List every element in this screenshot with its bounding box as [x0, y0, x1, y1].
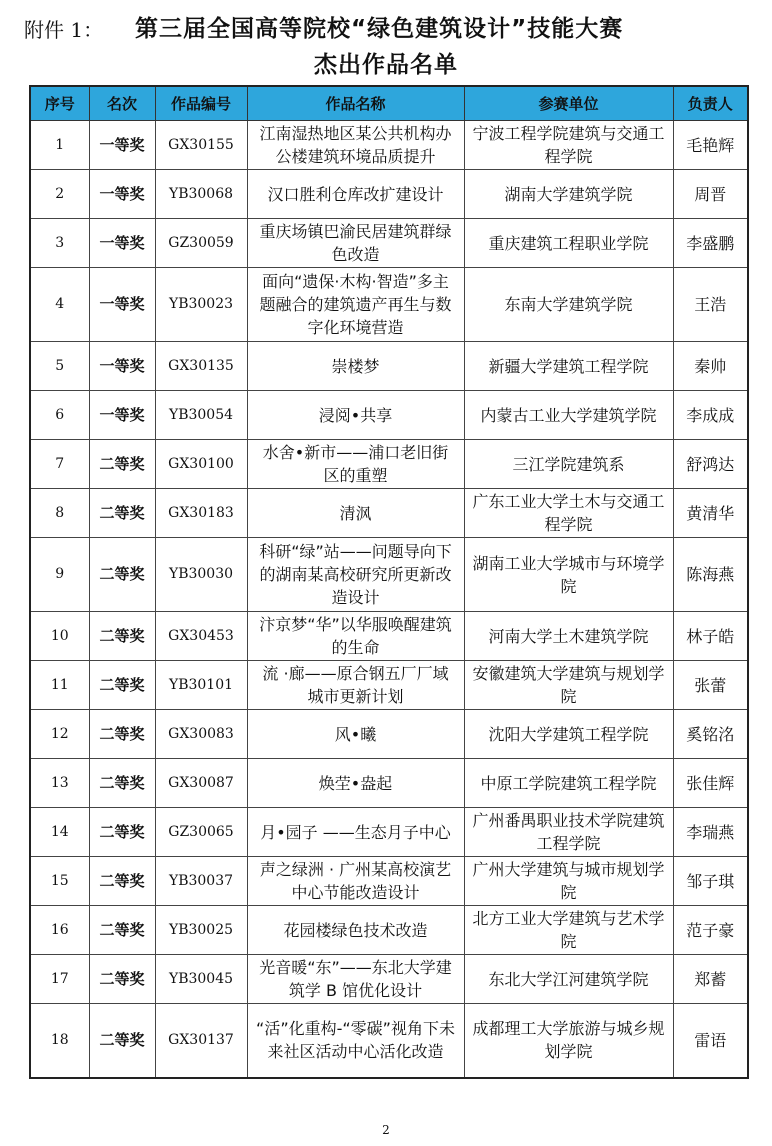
column-header-work: 作品名称 [247, 86, 464, 121]
award-cell: 一等奖 [89, 268, 155, 342]
table-row [30, 759, 748, 808]
column-header-unit: 参赛单位 [464, 86, 673, 121]
award-cell: 二等奖 [89, 759, 155, 808]
leader-cell: 毛艳辉 [673, 121, 748, 170]
unit-cell: 北方工业大学建筑与艺术学院 [464, 906, 673, 955]
column-header-seq: 序号 [30, 86, 89, 121]
work-name-cell: “活”化重构-“零碳”视角下未来社区活动中心活化改造 [247, 1004, 464, 1078]
code-cell: YB30030 [155, 538, 247, 612]
work-name-cell: 声之绿洲 · 广州某高校演艺中心节能改造设计 [247, 857, 464, 906]
work-name-cell: 浸阅•共享 [247, 391, 464, 440]
seq-cell: 6 [30, 391, 89, 440]
work-name-cell: 焕茔•盎起 [247, 759, 464, 808]
award-cell: 二等奖 [89, 710, 155, 759]
seq-cell: 2 [30, 170, 89, 219]
work-name-cell: 汉口胜利仓库改扩建设计 [247, 170, 464, 219]
work-name-cell: 面向“遗保·木构·智造”多主题融合的建筑遗产再生与数字化环境营造 [247, 268, 464, 342]
unit-cell: 安徽建筑大学建筑与规划学院 [464, 661, 673, 710]
code-cell: YB30023 [155, 268, 247, 342]
seq-cell: 5 [30, 342, 89, 391]
column-header-award: 名次 [89, 86, 155, 121]
leader-cell: 张佳辉 [673, 759, 748, 808]
leader-cell: 郑蓄 [673, 955, 748, 1004]
award-cell: 二等奖 [89, 857, 155, 906]
award-cell: 二等奖 [89, 906, 155, 955]
code-cell: YB30054 [155, 391, 247, 440]
work-name-cell: 汴京梦“华”以华服唤醒建筑的生命 [247, 612, 464, 661]
unit-cell: 广州番禺职业技术学院建筑工程学院 [464, 808, 673, 857]
leader-cell: 林子皓 [673, 612, 748, 661]
leader-cell: 舒鸿达 [673, 440, 748, 489]
award-cell: 二等奖 [89, 1004, 155, 1078]
award-cell: 二等奖 [89, 612, 155, 661]
code-cell: YB30101 [155, 661, 247, 710]
code-cell: GX30135 [155, 342, 247, 391]
work-name-cell: 江南湿热地区某公共机构办公楼建筑环境品质提升 [247, 121, 464, 170]
leader-cell: 黄清华 [673, 489, 748, 538]
code-cell: GZ30059 [155, 219, 247, 268]
award-cell: 一等奖 [89, 391, 155, 440]
work-name-cell: 科研“绿”站——问题导向下的湖南某高校研究所更新改造设计 [247, 538, 464, 612]
code-cell: GX30083 [155, 710, 247, 759]
work-name-cell: 光音暖“东”——东北大学建筑学 B 馆优化设计 [247, 955, 464, 1004]
table-row [30, 710, 748, 759]
table-row [30, 219, 748, 268]
unit-cell: 新疆大学建筑工程学院 [464, 342, 673, 391]
award-cell: 一等奖 [89, 121, 155, 170]
leader-cell: 邹子琪 [673, 857, 748, 906]
work-name-cell: 流 ·廊——原合钢五厂厂域城市更新计划 [247, 661, 464, 710]
leader-cell: 张蕾 [673, 661, 748, 710]
unit-cell: 湖南工业大学城市与环境学院 [464, 538, 673, 612]
table-row [30, 489, 748, 538]
table-row [30, 170, 748, 219]
table-row [30, 661, 748, 710]
unit-cell: 广东工业大学土木与交通工程学院 [464, 489, 673, 538]
leader-cell: 周晋 [673, 170, 748, 219]
unit-cell: 湖南大学建筑学院 [464, 170, 673, 219]
page-title: 第三届全国高等院校“绿色建筑设计”技能大赛 [135, 16, 624, 42]
unit-cell: 河南大学土木建筑学院 [464, 612, 673, 661]
table-row [30, 538, 748, 612]
unit-cell: 内蒙古工业大学建筑学院 [464, 391, 673, 440]
unit-cell: 中原工学院建筑工程学院 [464, 759, 673, 808]
award-cell: 二等奖 [89, 808, 155, 857]
code-cell: GX30155 [155, 121, 247, 170]
work-name-cell: 崇楼梦 [247, 342, 464, 391]
seq-cell: 12 [30, 710, 89, 759]
table-row [30, 955, 748, 1004]
leader-cell: 李盛鹏 [673, 219, 748, 268]
seq-cell: 8 [30, 489, 89, 538]
work-name-cell: 月•园子 ——生态月子中心 [247, 808, 464, 857]
table-header-row [30, 86, 748, 121]
table-row [30, 342, 748, 391]
code-cell: GX30137 [155, 1004, 247, 1078]
attachment-label: 附件 1： [24, 18, 104, 42]
page-subtitle: 杰出作品名单 [314, 52, 458, 78]
column-header-code: 作品编号 [155, 86, 247, 121]
table-row [30, 612, 748, 661]
work-name-cell: 重庆场镇巴渝民居建筑群绿色改造 [247, 219, 464, 268]
code-cell: GX30183 [155, 489, 247, 538]
code-cell: YB30037 [155, 857, 247, 906]
table-row [30, 1004, 748, 1078]
leader-cell: 李瑞燕 [673, 808, 748, 857]
seq-cell: 10 [30, 612, 89, 661]
leader-cell: 奚铭洺 [673, 710, 748, 759]
award-cell: 一等奖 [89, 219, 155, 268]
leader-cell: 王浩 [673, 268, 748, 342]
unit-cell: 宁波工程学院建筑与交通工程学院 [464, 121, 673, 170]
seq-cell: 7 [30, 440, 89, 489]
code-cell: GX30087 [155, 759, 247, 808]
work-name-cell: 清沨 [247, 489, 464, 538]
table-row [30, 268, 748, 342]
code-cell: GX30453 [155, 612, 247, 661]
unit-cell: 沈阳大学建筑工程学院 [464, 710, 673, 759]
award-cell: 二等奖 [89, 440, 155, 489]
leader-cell: 陈海燕 [673, 538, 748, 612]
seq-cell: 1 [30, 121, 89, 170]
unit-cell: 广州大学建筑与城市规划学院 [464, 857, 673, 906]
seq-cell: 4 [30, 268, 89, 342]
seq-cell: 17 [30, 955, 89, 1004]
seq-cell: 9 [30, 538, 89, 612]
table-row [30, 391, 748, 440]
table-row [30, 440, 748, 489]
seq-cell: 16 [30, 906, 89, 955]
seq-cell: 11 [30, 661, 89, 710]
column-header-leader: 负责人 [673, 86, 748, 121]
seq-cell: 3 [30, 219, 89, 268]
unit-cell: 重庆建筑工程职业学院 [464, 219, 673, 268]
seq-cell: 14 [30, 808, 89, 857]
award-cell: 二等奖 [89, 538, 155, 612]
table-row [30, 121, 748, 170]
unit-cell: 成都理工大学旅游与城乡规划学院 [464, 1004, 673, 1078]
leader-cell: 雷语 [673, 1004, 748, 1078]
table-row [30, 857, 748, 906]
work-name-cell: 水舍•新市——浦口老旧街区的重塑 [247, 440, 464, 489]
code-cell: YB30068 [155, 170, 247, 219]
award-cell: 一等奖 [89, 342, 155, 391]
code-cell: YB30045 [155, 955, 247, 1004]
unit-cell: 三江学院建筑系 [464, 440, 673, 489]
leader-cell: 范子豪 [673, 906, 748, 955]
unit-cell: 东南大学建筑学院 [464, 268, 673, 342]
code-cell: YB30025 [155, 906, 247, 955]
code-cell: GX30100 [155, 440, 247, 489]
award-cell: 二等奖 [89, 955, 155, 1004]
award-table [29, 85, 749, 1079]
code-cell: GZ30065 [155, 808, 247, 857]
leader-cell: 秦帅 [673, 342, 748, 391]
award-cell: 二等奖 [89, 489, 155, 538]
award-cell: 二等奖 [89, 661, 155, 710]
seq-cell: 15 [30, 857, 89, 906]
leader-cell: 李成成 [673, 391, 748, 440]
table-row [30, 906, 748, 955]
work-name-cell: 花园楼绿色技术改造 [247, 906, 464, 955]
seq-cell: 13 [30, 759, 89, 808]
seq-cell: 18 [30, 1004, 89, 1078]
award-cell: 一等奖 [89, 170, 155, 219]
work-name-cell: 风•曦 [247, 710, 464, 759]
unit-cell: 东北大学江河建筑学院 [464, 955, 673, 1004]
page-number: 2 [382, 1123, 390, 1137]
table-row [30, 808, 748, 857]
